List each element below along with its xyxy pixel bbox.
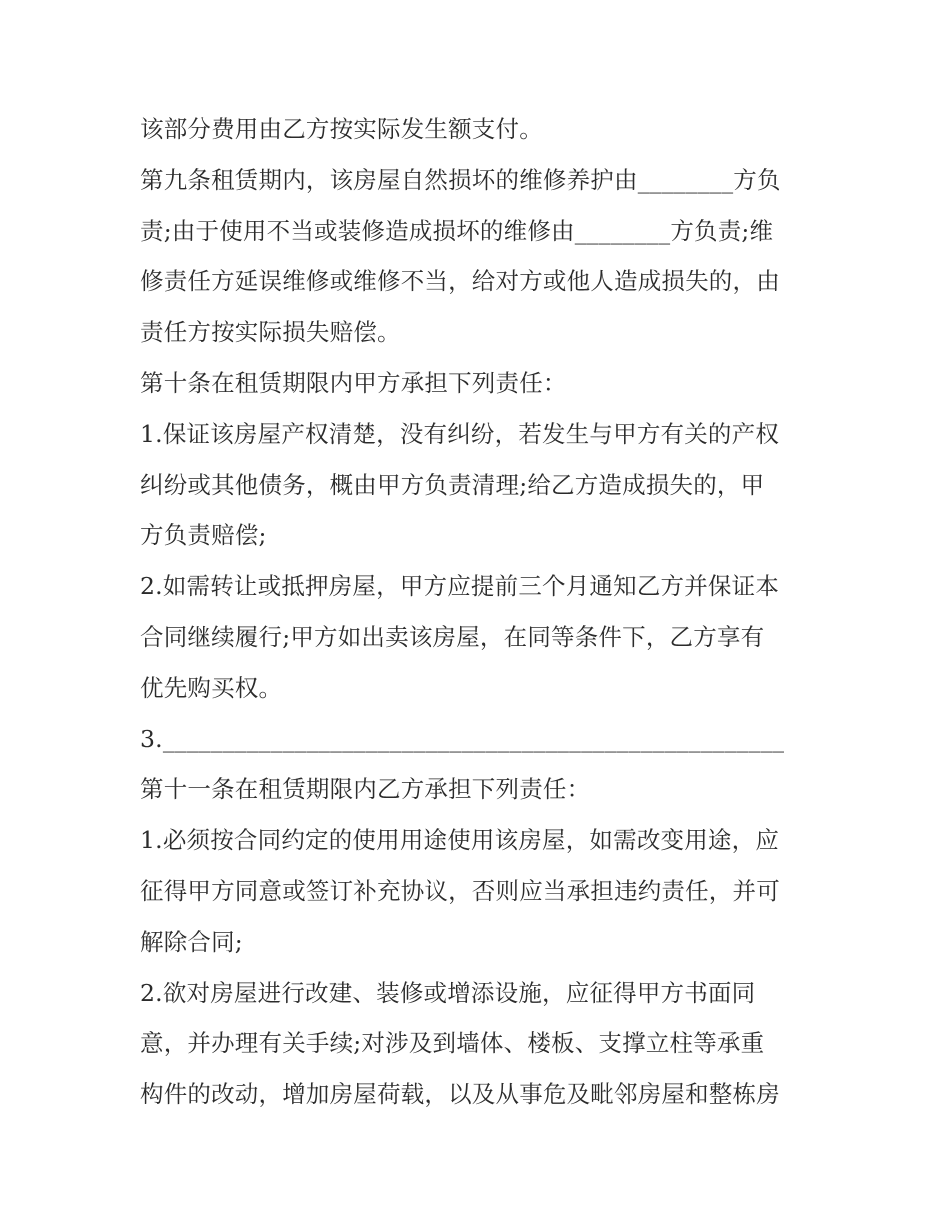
text-line: 意，并办理有关手续;对涉及到墙体、楼板、支撑立柱等承重 bbox=[140, 1029, 765, 1058]
text-line: 2.如需转让或抵押房屋，甲方应提前三个月通知乙方并保证本 bbox=[140, 572, 780, 601]
document-body bbox=[140, 104, 820, 1120]
text-line: 第九条租赁期内，该房屋自然损坏的维修养护由________方负 bbox=[140, 165, 781, 194]
text-line: 责;由于使用不当或装修造成损坏的维修由________方负责;维 bbox=[140, 216, 774, 245]
text-line: 该部分费用由乙方按实际发生额支付。 bbox=[140, 115, 543, 143]
text-line: 优先购买权。 bbox=[140, 673, 283, 702]
text-line: 构件的改动，增加房屋荷载，以及从事危及毗邻房屋和整栋房 bbox=[140, 1080, 780, 1109]
text-line: 修责任方延误维修或维修不当，给对方或他人造成损失的，由 bbox=[140, 267, 780, 296]
text-line: 责任方按实际损失赔偿。 bbox=[140, 318, 401, 347]
text-line: 第十条在租赁期限内甲方承担下列责任： bbox=[140, 368, 567, 397]
text-line: 合同继续履行;甲方如出卖该房屋，在同等条件下，乙方享有 bbox=[140, 622, 765, 651]
text-line: 征得甲方同意或签订补充协议，否则应当承担违约责任，并可 bbox=[140, 876, 780, 905]
text-line: 2.欲对房屋进行改建、装修或增添设施，应征得甲方书面同 bbox=[140, 978, 756, 1007]
text-line: 解除合同; bbox=[140, 927, 243, 956]
text-line: 3.____________________________________________________ bbox=[140, 724, 785, 753]
text-line: 1.保证该房屋产权清楚，没有纠纷，若发生与甲方有关的产权 bbox=[140, 419, 780, 448]
text-line: 纠纷或其他债务，概由甲方负责清理;给乙方造成损失的，甲 bbox=[140, 470, 765, 499]
text-line: 第十一条在租赁期限内乙方承担下列责任： bbox=[140, 775, 591, 804]
text-line: 1.必须按合同约定的使用用途使用该房屋，如需改变用途，应 bbox=[140, 826, 780, 855]
text-line: 方负责赔偿; bbox=[140, 521, 267, 550]
